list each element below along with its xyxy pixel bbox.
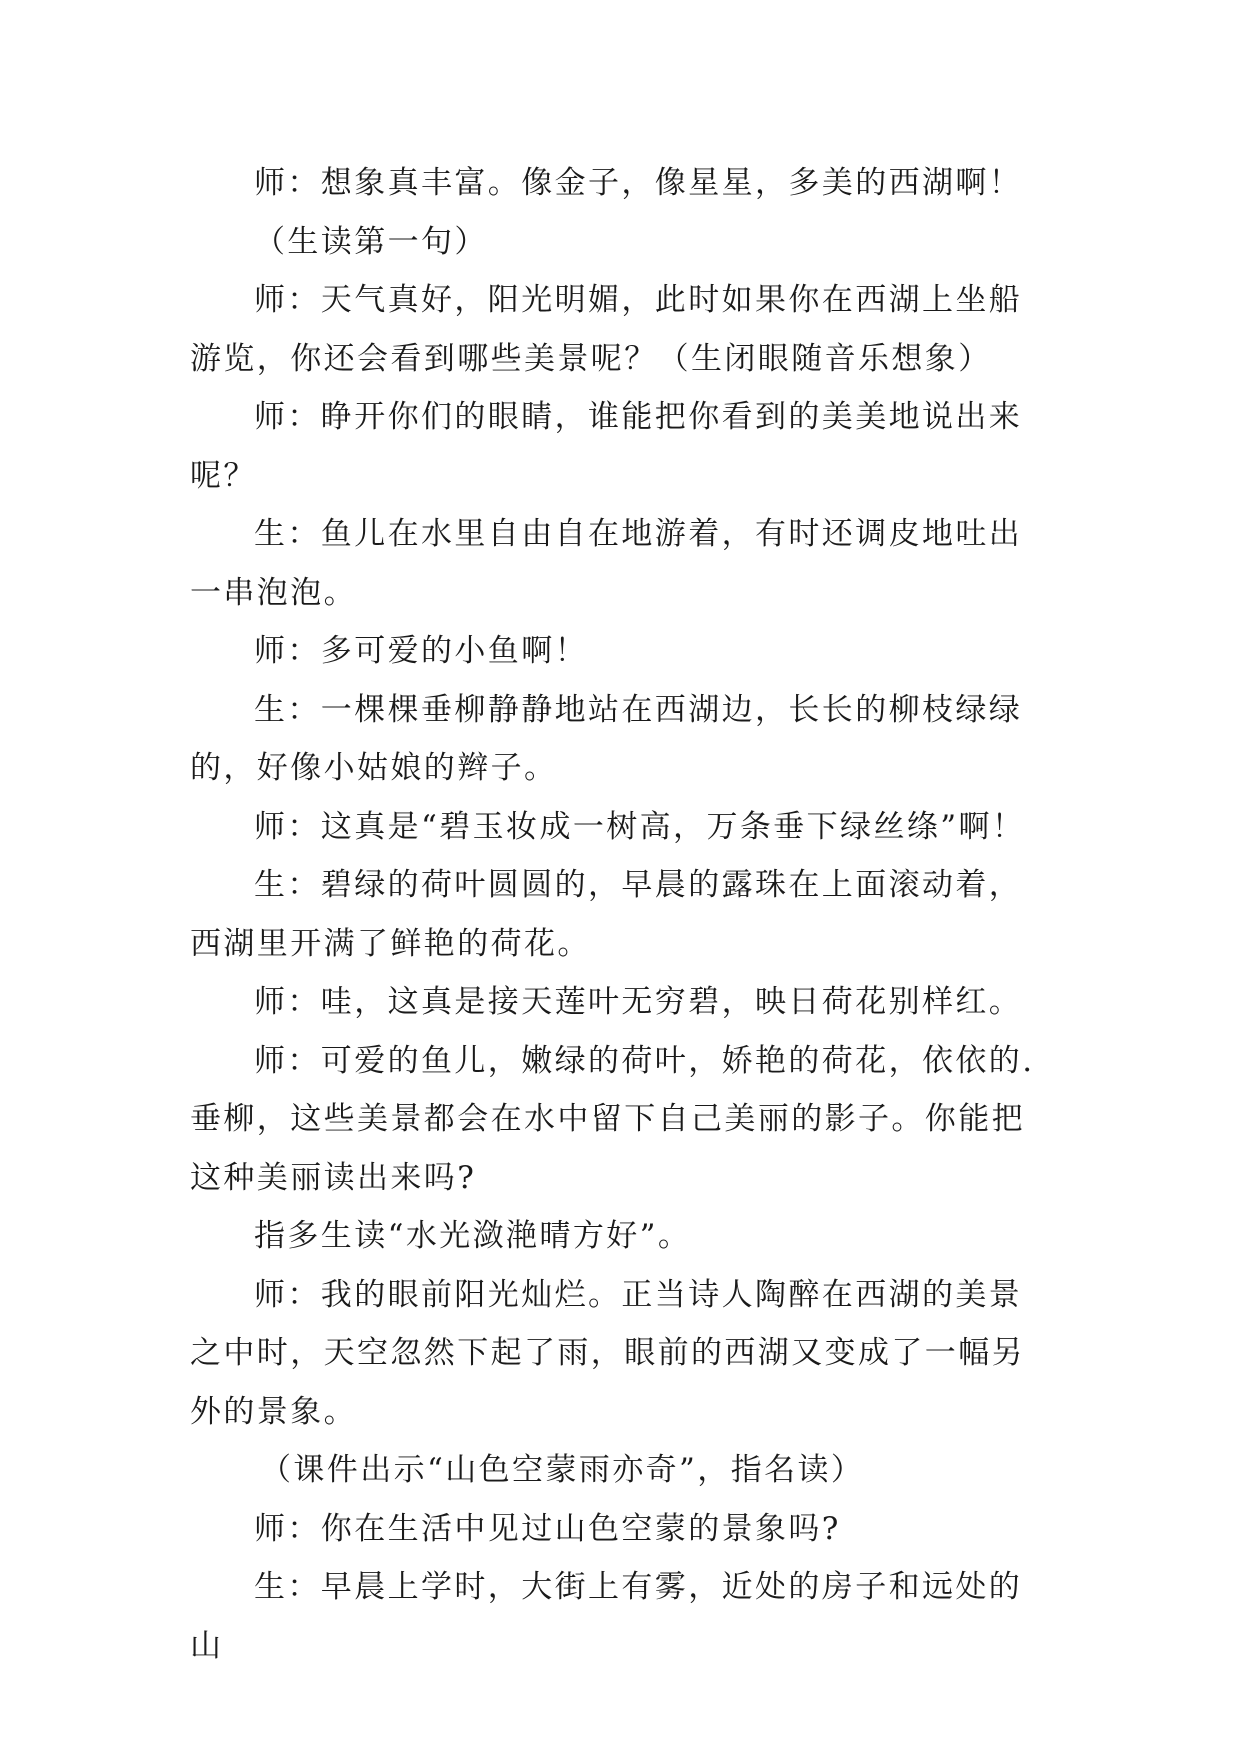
paragraph-3: 师：天气真好，阳光明媚，此时如果你在西湖上坐船游览，你还会看到哪些美景呢？（生闭眼随音乐想象） (190, 282, 1023, 377)
paragraph-1: 师：想象真丰富。像金子，像星星，多美的西湖啊！ (254, 165, 1023, 201)
paragraph-2: （生读第一句） (254, 223, 488, 260)
paragraph-4: 师：睁开你们的眼睛，谁能把你看到的美美地说出来呢？ (190, 399, 1023, 494)
paragraph-12: 指多生读“水光潋滟晴方好”。 (254, 1218, 692, 1254)
paragraph-15: 师：你在生活中见过山色空蒙的景象吗? (254, 1510, 841, 1547)
paragraph-7: 生：一棵棵垂柳静静地站在西湖边，长长的柳枝绿绿的，好像小姑娘的辫子。 (190, 691, 1023, 786)
paragraph-5: 生：鱼儿在水里自由自在地游着，有时还调皮地吐出一串泡泡。 (190, 516, 1023, 611)
paragraph-14: （课件出示“山色空蒙雨亦奇”，指名读） (260, 1452, 865, 1488)
paragraph-11: 师：可爱的鱼儿，嫩绿的荷叶，娇艳的荷花，依依的.垂柳，这些美景都会在水中留下自己美丽的影子。你能把这种美丽读出来吗? (190, 1042, 1035, 1196)
paragraph-16: 生：早晨上学时，大街上有雾，近处的房子和远处的山 (190, 1569, 1023, 1664)
paragraph-13: 师：我的眼前阳光灿烂。正当诗人陶醉在西湖的美景之中时，天空忽然下起了雨，眼前的西湖又变成了一幅另外的景象。 (190, 1276, 1025, 1430)
paragraph-6: 师：多可爱的小鱼啊！ (254, 633, 588, 669)
paragraph-10: 师：哇，这真是接天莲叶无穷碧，映日荷花别样红。 (254, 984, 1023, 1020)
paragraph-9: 生：碧绿的荷叶圆圆的，早晨的露珠在上面滚动着，西湖里开满了鲜艳的荷花。 (190, 867, 1023, 962)
lesson-transcript (190, 154, 1050, 1675)
paragraph-8: 师：这真是“碧玉妆成一树高，万条垂下绿丝绦”啊！ (254, 808, 1026, 845)
